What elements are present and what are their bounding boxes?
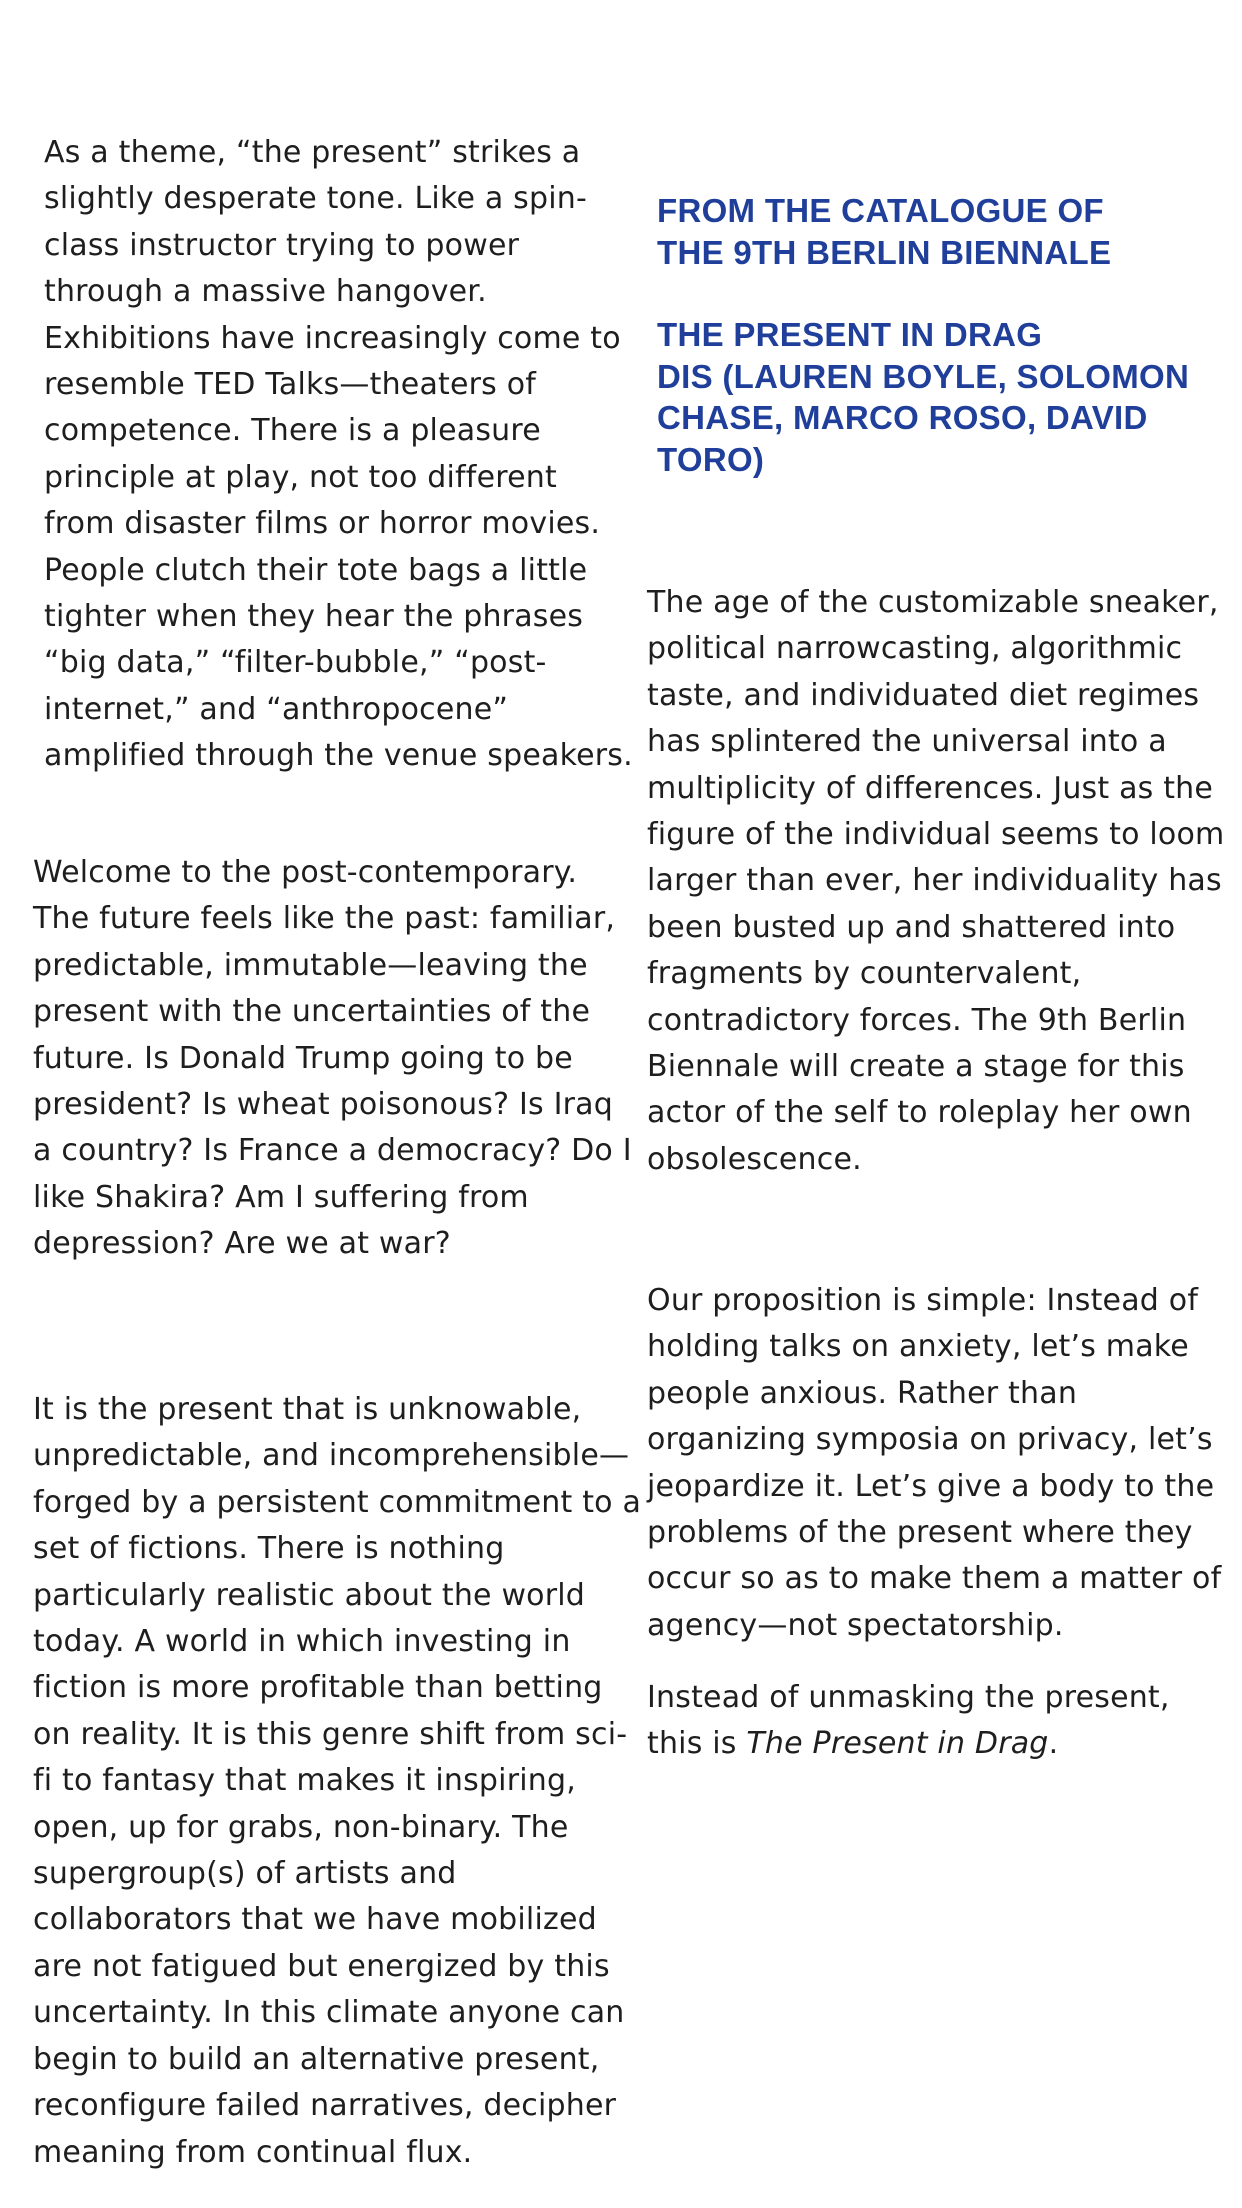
closing-title: The Present in Drag [746,1726,1049,1762]
body-paragraph-proposition: Our proposition is simple: Instead of holding talks on anxiety, let’s make people anxious. Rather than organizing symposia on privacy, let’s jeopardize it. Let’s give a body to the problems of the present where they occur so as to make them a matter of agency—not spectatorship. [647,1283,1222,1643]
article-authors: DIS (LAUREN BOYLE, SOLOMON CHASE, MARCO ROSO, DAVID TORO) [657,357,1190,478]
article-title: THE PRESENT IN DRAG [657,316,1043,353]
body-paragraph-customizable-sneaker: The age of the customizable sneaker, political narrowcasting, algorithmic taste, and individuated diet regimes has splintered the universal into a multiplicity of differences. Just as the figure of the individual seems to loom larger than ever, her individuality has been busted up and shattered into fragments by countervalent, contradictory forces. The 9th Berlin Biennale will create a stage for this actor of the self to roleplay her own obsolescence. [647,585,1225,1177]
body-paragraph-closing [647,1675,1232,1768]
closing-period: . [1048,1726,1059,1762]
catalogue-heading-line-2: THE 9TH BERLIN BIENNALE [657,233,1112,271]
catalogue-heading-line-1: FROM THE CATALOGUE OF [657,192,1104,229]
body-paragraph-unknowable-present: It is the present that is unknowable, unpredictable, and incomprehensible—forged by a persistent commitment to a set of fictions. There is nothing particularly realistic about the world today. A world in which investing in fiction is more profitable than betting on reality. It is this genre shift from sci-fi to fantasy that makes it inspiring, open, up for grabs, non-binary. The supergroup(s) of artists and collaborators that we have mobilized are not fatigued but energized by this uncertainty. In this climate anyone can begin to build an alternative present, reconfigure failed narratives, decipher meaning from continual flux. [33,1392,642,2170]
catalogue-heading [657,190,1217,273]
closing-text: Instead of unmasking the present, this is [647,1680,1170,1762]
body-paragraph-post-contemporary: Welcome to the post-contemporary. The future feels like the past: familiar, predictable, immutable—leaving the present with the uncertainties of the future. Is Donald Trump going to be president? Is wheat poisonous? Is Iraq a country? Is France a democracy? Do I like Shakira? Am I suffering from depression? Are we at war? [33,855,632,1262]
article-title-heading [657,314,1217,480]
body-paragraph-theme: As a theme, “the present” strikes a slightly desperate tone. Like a spin-class instructor trying to power through a massive hangover. Exhibitions have increasingly come to resemble TED Talks—theaters of competence. There is a pleasure principle at play, not too different from disaster films or horror movies. People clutch their tote bags a little tighter when they hear the phrases “big data,” “filter-bubble,” “post-internet,” and “anthropocene” amplified through the venue speakers. [44,135,633,774]
